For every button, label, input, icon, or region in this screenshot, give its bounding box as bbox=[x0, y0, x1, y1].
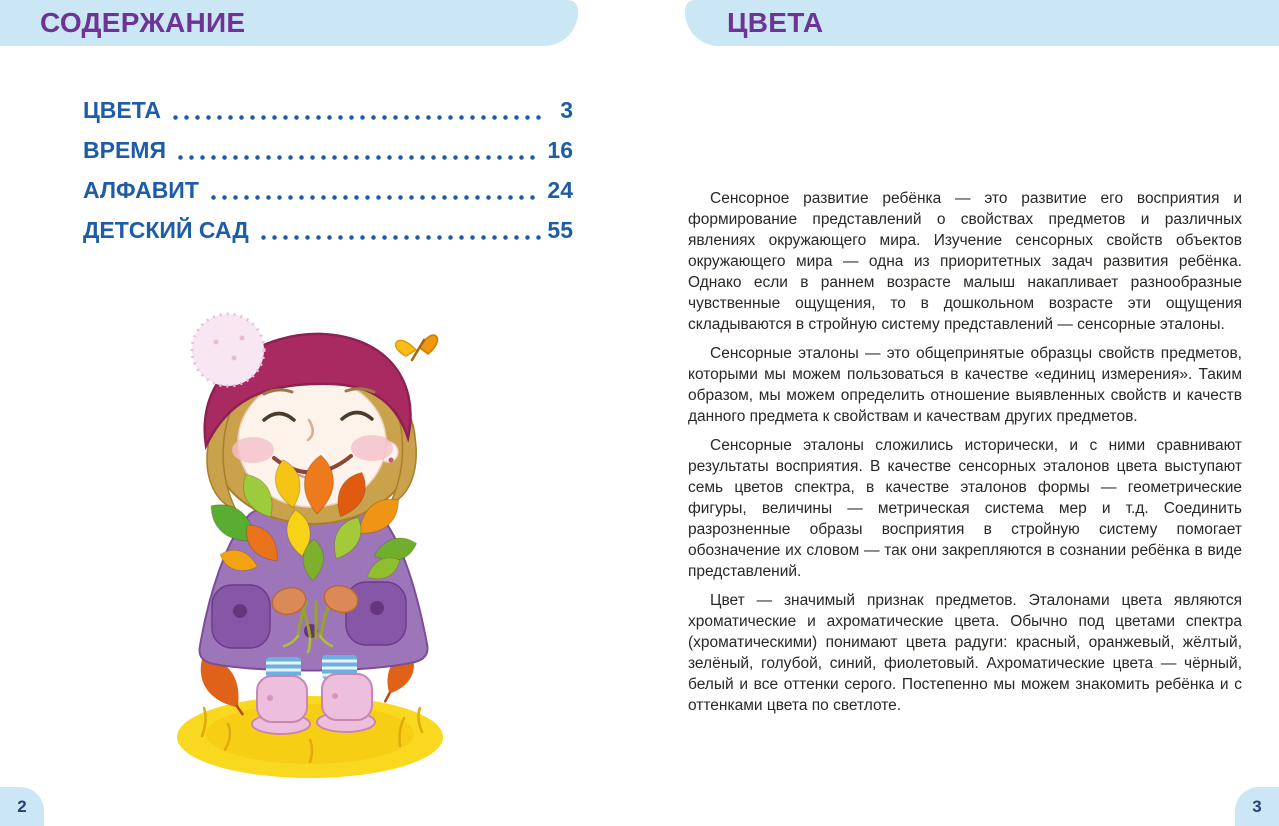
dot-leader bbox=[208, 195, 541, 200]
toc-page-number: 3 bbox=[560, 97, 573, 123]
head bbox=[192, 314, 416, 524]
page-number-right bbox=[1235, 787, 1279, 826]
toc-label: АЛФАВИТ bbox=[83, 177, 199, 203]
dot-leader bbox=[258, 235, 541, 240]
dot-leader bbox=[170, 115, 541, 120]
toc-item-kindergarten bbox=[83, 217, 573, 244]
toc-page-number: 16 bbox=[547, 137, 573, 163]
contents-header-banner bbox=[0, 0, 578, 46]
contents-title: СОДЕРЖАНИЕ bbox=[40, 7, 246, 38]
toc-page-number: 55 bbox=[547, 217, 573, 243]
page-number-value: 2 bbox=[17, 796, 27, 816]
paragraph: Сенсорные эталоны сложились исторически, и с ними сравнивают результаты восприятия. В качестве сенсорных эталонов цвета выступают семь цветов спектра, в качестве эталонов формы — геометрические фигуры, величины — метрическая система мер и т.д. Соединить разрозненные образы восприятия в стройную систему помогает обозначение их словом — так они закрепляются в сознании ребёнка в виде представлений. bbox=[688, 437, 1242, 580]
paragraph: Сенсорное развитие ребёнка — это развитие его восприятия и формирование представлений о свойствах предметов и различных явлениях окружающего мира. Изучение сенсорных свойств объектов окружающего мира — одна из приоритетных задач развития ребёнка. Однако если в раннем возрасте малыш накапливает разнообразные чувственные ощущения, то в дошкольном возрасте эти ощущения складываются в стройную систему представлений — сенсорные эталоны. bbox=[688, 190, 1242, 333]
girl-illustration bbox=[150, 300, 480, 780]
toc-label: ВРЕМЯ bbox=[83, 137, 166, 163]
page-number-value: 3 bbox=[1252, 796, 1262, 816]
pompom bbox=[192, 314, 264, 386]
toc-item-colors bbox=[83, 97, 573, 124]
toc-label: ЦВЕТА bbox=[83, 97, 161, 123]
toc-label: ДЕТСКИЙ САД bbox=[83, 217, 249, 243]
paragraph: Сенсорные эталоны — это общепринятые образцы свойств предметов, которыми мы можем пользоваться в качестве «единиц измерения». Таким образом, мы можем определить отношение выявленных свойств и качеств данного предмета к свойствам и качествам других предметов. bbox=[688, 345, 1242, 425]
dot-leader bbox=[175, 155, 541, 160]
butterfly-icon bbox=[396, 335, 438, 360]
page-number-left bbox=[0, 787, 44, 826]
colors-title: ЦВЕТА bbox=[727, 7, 824, 38]
paragraph: Цвет — значимый признак предметов. Эталонами цвета являются хроматические и ахроматические цвета. Обычно под цветами спектра (хроматическими) понимают цвета радуги: красный, оранжевый, жёлтый, зелёный, голубой, синий, фиолетовый. Ахроматические цвета — чёрный, белый и все оттенки серого. Постепенно мы можем знакомить ребёнка и с оттенками цвета по светлоте. bbox=[688, 592, 1242, 714]
body-text bbox=[688, 188, 1242, 724]
grass bbox=[177, 696, 443, 778]
toc-item-alphabet bbox=[83, 177, 573, 204]
colors-header-banner bbox=[685, 0, 1279, 46]
toc-page-number: 24 bbox=[547, 177, 573, 203]
toc-item-time bbox=[83, 137, 573, 164]
table-of-contents bbox=[83, 97, 573, 244]
